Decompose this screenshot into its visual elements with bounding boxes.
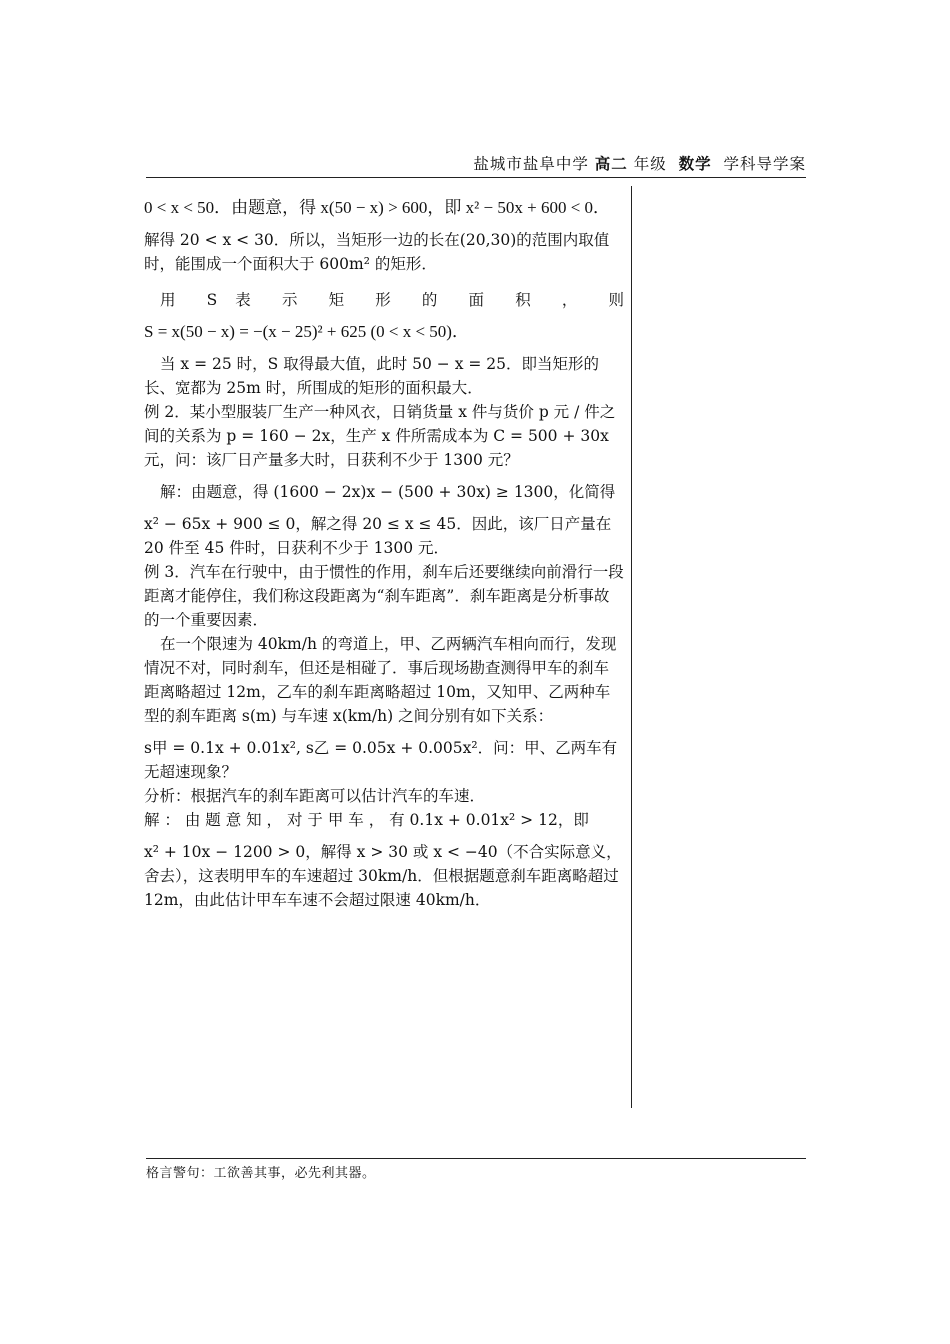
school-name: 盐城市盐阜中学	[473, 155, 589, 173]
page-header	[146, 152, 806, 178]
paragraph-domain: 0 < x < 50．由题意，得 x(50 − x) > 600，即 x² − 50x + 600 < 0．	[144, 198, 611, 217]
example-3-formulas: s甲 = 0.1x + 0.01x², s乙 = 0.05x + 0.005x²．问：甲、乙两车有无超速现象？	[144, 739, 618, 781]
subject: 数学	[678, 154, 712, 173]
grade-suffix: 年级	[633, 155, 667, 173]
paragraph-area-intro: 用 S 表 示 矩 形 的 面 积 ， 则	[160, 291, 624, 309]
solution-2-step2: x² − 65x + 900 ≤ 0，解之得 20 ≤ x ≤ 45．因此，该厂日产量在 20 件至 45 件时，日获利不少于 1300 元．	[144, 515, 612, 557]
paragraph-solution-range: 解得 20 < x < 30．所以，当矩形一边的长在(20,30)的范围内取值时，能围成一个面积大于 600m² 的矩形．	[144, 231, 610, 273]
main-content	[144, 196, 624, 912]
example-3-scenario: 在一个限速为 40km/h 的弯道上，甲、乙两辆汽车相向而行，发现情况不对，同时刹车，但还是相碰了．事后现场勘查测得甲车的刹车距离略超过 12m，乙车的刹车距离略超过 10m，又知甲、乙两种车型的刹车距离 s(m) 与车速 x(km/h) 之间分别有如下关系：	[144, 635, 617, 725]
motto: 格言警句：工欲善其事，必先利其器。	[146, 1166, 376, 1181]
solution-2-step1: 解：由题意，得 (1600 − 2x)x − (500 + 30x) ≥ 1300，化简得	[160, 483, 616, 501]
column-divider	[631, 186, 632, 1108]
example-3: 例 3．汽车在行驶中，由于惯性的作用，刹车后还要继续向前滑行一段距离才能停住，我们称这段距离为“刹车距离”．刹车距离是分析事故的一个重要因素．	[144, 563, 624, 629]
example-2: 例 2．某小型服装厂生产一种风衣，日销货量 x 件与货价 p 元 / 件之间的关系为 p = 160 − 2x，生产 x 件所需成本为 C = 500 + 30x 元，问：该厂日产量多大时，日获利不少于 1300 元？	[144, 403, 616, 469]
analysis: 分析：根据汽车的刹车距离可以估计汽车的车速．	[144, 787, 486, 805]
equation-area: S = x(50 − x) = −(x − 25)² + 625 (0 < x < 50)．	[144, 322, 469, 341]
paragraph-max-area: 当 x = 25 时，S 取得最大值，此时 50 − x = 25．即当矩形的长、宽都为 25m 时，所围成的矩形的面积最大．	[144, 355, 600, 397]
page-footer	[146, 1158, 806, 1181]
solution-3-step2: x² + 10x − 1200 > 0，解得 x > 30 或 x < −40（不合实际意义，舍去），这表明甲车的车速超过 30km/h．但根据题意刹车距离略超过 12m，由此估计甲车车速不会超过限速 40km/h．	[144, 843, 622, 909]
grade: 高二	[594, 154, 628, 173]
solution-3-step1: 解 ： 由 题 意 知 ， 对 于 甲 车 ， 有 0.1x + 0.01x² > 12，即	[144, 811, 589, 829]
doc-type: 学科导学案	[723, 155, 806, 173]
